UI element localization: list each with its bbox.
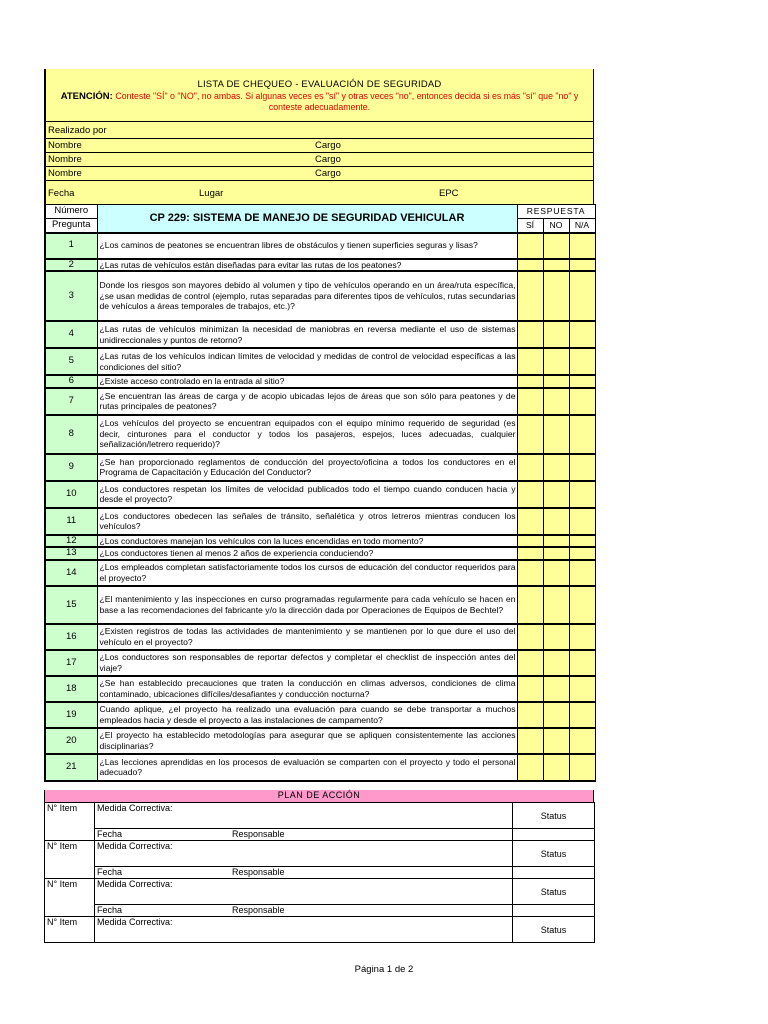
realizado-por-row [44, 121, 594, 138]
question-row [45, 388, 595, 415]
question-text: ¿Los conductores tienen al menos 2 años de experiencia conduciendo? [97, 547, 517, 560]
question-number: 5 [45, 348, 97, 375]
question-number: 12 [45, 535, 97, 548]
numero-header: Número [45, 205, 97, 219]
date-responsible-field[interactable] [95, 829, 513, 841]
epc-label: EPC [439, 188, 459, 199]
item-number-label: N° Item [45, 879, 95, 917]
answer-si-cell[interactable] [517, 560, 543, 586]
respuesta-header: RESPUESTA [517, 205, 595, 219]
action-item-meta-row [45, 905, 595, 917]
answer-no-cell[interactable] [543, 676, 569, 702]
question-text: ¿Las lecciones aprendidas en los procesos de evaluación se comparten con el proyecto y todo el personal adecuado? [97, 754, 517, 781]
question-text: ¿Los empleados completan satisfactoriamente todos los cursos de educación del conductor requeridos para el proyecto? [97, 560, 517, 586]
question-row [45, 547, 595, 560]
status-field[interactable]: Status [513, 917, 595, 943]
status-field[interactable]: Status [513, 841, 595, 867]
answer-si-cell[interactable] [517, 233, 543, 259]
question-row [45, 415, 595, 454]
action-plan-title: PLAN DE ACCIÓN [44, 790, 594, 802]
checklist-title: LISTA DE CHEQUEO - EVALUACIÓN DE SEGURIDAD [197, 79, 442, 90]
attention-label: ATENCIÓN: [60, 91, 113, 102]
answer-no-cell[interactable] [543, 271, 569, 321]
question-text: ¿Los vehículos del proyecto se encuentran equipados con el equipo mínimo requerido de seguridad (es decir, cinturones para el conductor y todos los pasajeros, espejos, luces adecuadas, cualquier señalización/letrero requerido)? [97, 415, 517, 454]
answer-si-cell[interactable] [517, 454, 543, 481]
action-item-meta-row [45, 867, 595, 879]
answer-na-cell[interactable] [569, 454, 595, 481]
question-number: 11 [45, 508, 97, 535]
date-responsible-field[interactable] [95, 867, 513, 879]
responsable-label: Responsable [232, 905, 285, 915]
si-header: SÍ [517, 219, 543, 233]
action-item-row [45, 917, 595, 943]
answer-no-cell[interactable] [543, 348, 569, 375]
nombre-label: Nombre [48, 168, 82, 179]
corrective-measure-field[interactable]: Medida Correctiva: [95, 879, 513, 905]
question-number: 17 [45, 650, 97, 676]
answer-na-cell[interactable] [569, 259, 595, 272]
question-number: 3 [45, 271, 97, 321]
question-number: 2 [45, 259, 97, 272]
answer-no-cell[interactable] [543, 454, 569, 481]
fecha-row [44, 180, 594, 204]
action-item-row [45, 803, 595, 829]
status-value-cell[interactable] [513, 867, 595, 879]
questions-table [44, 204, 596, 782]
answer-si-cell[interactable] [517, 702, 543, 728]
answer-si-cell[interactable] [517, 388, 543, 415]
answer-na-cell[interactable] [569, 415, 595, 454]
question-number: 7 [45, 388, 97, 415]
question-number: 8 [45, 415, 97, 454]
question-number: 18 [45, 676, 97, 702]
lugar-label: Lugar [199, 188, 224, 199]
answer-na-cell[interactable] [569, 547, 595, 560]
corrective-measure-field[interactable]: Medida Correctiva: [95, 917, 513, 943]
responsable-label: Responsable [232, 829, 285, 839]
question-number: 13 [45, 547, 97, 560]
question-number: 4 [45, 321, 97, 348]
answer-si-cell[interactable] [517, 348, 543, 375]
answer-si-cell[interactable] [517, 547, 543, 560]
answer-no-cell[interactable] [543, 375, 569, 388]
question-row [45, 586, 595, 624]
answer-si-cell[interactable] [517, 624, 543, 650]
answer-no-cell[interactable] [543, 233, 569, 259]
question-number: 16 [45, 624, 97, 650]
question-number: 1 [45, 233, 97, 259]
question-text: ¿El proyecto ha establecido metodologías para asegurar que se apliquen consistentemente las acciones disciplinarias? [97, 728, 517, 754]
question-number: 10 [45, 481, 97, 508]
question-number: 14 [45, 560, 97, 586]
answer-na-cell[interactable] [569, 388, 595, 415]
answer-no-cell[interactable] [543, 728, 569, 754]
question-row [45, 348, 595, 375]
answer-si-cell[interactable] [517, 586, 543, 624]
question-row [45, 728, 595, 754]
question-row [45, 481, 595, 508]
answer-na-cell[interactable] [569, 321, 595, 348]
question-row [45, 624, 595, 650]
question-row [45, 650, 595, 676]
question-number: 15 [45, 586, 97, 624]
question-text: ¿Los conductores respetan los límites de velocidad publicados todo el tiempo cuando conducen hacia y desde el proyecto? [97, 481, 517, 508]
question-row [45, 676, 595, 702]
cargo-label: Cargo [315, 154, 341, 165]
question-number: 19 [45, 702, 97, 728]
action-item-row [45, 841, 595, 867]
answer-na-cell[interactable] [569, 624, 595, 650]
realizado-por-label: Realizado por [48, 125, 107, 136]
answer-no-cell[interactable] [543, 321, 569, 348]
question-text: Donde los riesgos son mayores debido al volumen y tipo de vehículos operando en un área/ruta específica, ¿se usan medidas de control (ejemplo, rutas separadas para diferentes tipos de vehículos, rutas secundarias de vehículos a áreas temporales de trabajos, etc.)? [97, 271, 517, 321]
nombre-label: Nombre [48, 154, 82, 165]
question-text: ¿Existen registros de todas las actividades de mantenimiento y se mantienen por lo que dure el uso del vehículo en el proyecto? [97, 624, 517, 650]
item-number-label: N° Item [45, 917, 95, 943]
answer-si-cell[interactable] [517, 321, 543, 348]
question-text: ¿Se han proporcionado reglamentos de conducción del proyecto/oficina a todos los conductores en el Programa de Capacitación y Educación del Conductor? [97, 454, 517, 481]
corrective-measure-field[interactable]: Medida Correctiva: [95, 841, 513, 867]
answer-no-cell[interactable] [543, 624, 569, 650]
question-row [45, 454, 595, 481]
question-row [45, 702, 595, 728]
answer-na-cell[interactable] [569, 375, 595, 388]
question-text: ¿Los conductores son responsables de reportar defectos y completar el checklist de inspección antes del viaje? [97, 650, 517, 676]
question-number: 6 [45, 375, 97, 388]
no-header: NO [543, 219, 569, 233]
answer-si-cell[interactable] [517, 728, 543, 754]
answer-si-cell[interactable] [517, 508, 543, 535]
answer-no-cell[interactable] [543, 415, 569, 454]
question-text: ¿Las rutas de los vehículos indican límites de velocidad y medidas de control de velocidad específicas a las condiciones del sitio? [97, 348, 517, 375]
question-text: ¿El mantenimiento y las inspecciones en curso programadas regularmente para cada vehículo se hacen en base a las recomendaciones del fabricante y/o la dirección dada por Operaciones de Equipos de Bechtel? [97, 586, 517, 624]
answer-si-cell[interactable] [517, 754, 543, 781]
action-item-row [45, 879, 595, 905]
corrective-measure-field[interactable]: Medida Correctiva: [95, 803, 513, 829]
status-value-cell[interactable] [513, 829, 595, 841]
answer-no-cell[interactable] [543, 481, 569, 508]
answer-si-cell[interactable] [517, 481, 543, 508]
fecha-label: Fecha [97, 905, 123, 915]
answer-no-cell[interactable] [543, 259, 569, 272]
cargo-label: Cargo [315, 168, 341, 179]
question-row [45, 321, 595, 348]
section-title: CP 229: SISTEMA DE MANEJO DE SEGURIDAD VEHICULAR [97, 205, 517, 233]
answer-na-cell[interactable] [569, 702, 595, 728]
fecha-label: Fecha [48, 188, 75, 199]
answer-na-cell[interactable] [569, 560, 595, 586]
page-number: Página 1 de 2 [354, 964, 414, 975]
action-plan [44, 790, 594, 943]
answer-no-cell[interactable] [543, 547, 569, 560]
action-item-meta-row [45, 829, 595, 841]
answer-na-cell[interactable] [569, 728, 595, 754]
answer-si-cell[interactable] [517, 415, 543, 454]
question-text: ¿Se encuentran las áreas de carga y de acopio ubicadas lejos de áreas que son sólo para peatones y de rutas principales de peatones? [97, 388, 517, 415]
pregunta-header: Pregunta [45, 219, 97, 233]
fecha-label: Fecha [97, 867, 123, 877]
answer-si-cell[interactable] [517, 535, 543, 548]
answer-na-cell[interactable] [569, 535, 595, 548]
answer-na-cell[interactable] [569, 676, 595, 702]
fecha-label: Fecha [97, 829, 123, 839]
answer-na-cell[interactable] [569, 348, 595, 375]
answer-na-cell[interactable] [569, 508, 595, 535]
item-number-label: N° Item [45, 803, 95, 841]
nombre-row-2 [44, 152, 594, 166]
answer-no-cell[interactable] [543, 388, 569, 415]
question-text: ¿Existe acceso controlado en la entrada al sitio? [97, 375, 517, 388]
nombre-label: Nombre [48, 140, 82, 151]
answer-si-cell[interactable] [517, 259, 543, 272]
answer-no-cell[interactable] [543, 754, 569, 781]
answer-si-cell[interactable] [517, 271, 543, 321]
date-responsible-field[interactable] [95, 905, 513, 917]
answer-na-cell[interactable] [569, 481, 595, 508]
question-row [45, 535, 595, 548]
question-row [45, 259, 595, 272]
attention-text: Conteste "SÍ" o "NO", no ambas. Si algunas veces es "sí" y otras veces "no", entonces decida si es más "sí" que "no" y conteste adecuadamente. [115, 91, 579, 112]
question-text: Cuando aplique, ¿el proyecto ha realizado una evaluación para cuando se debe transportar a muchos empleados hacia y desde el proyecto a las instalaciones de campamento? [97, 702, 517, 728]
question-row [45, 375, 595, 388]
question-row [45, 508, 595, 535]
item-number-label: N° Item [45, 841, 95, 879]
answer-na-cell[interactable] [569, 271, 595, 321]
nombre-row-1 [44, 138, 594, 152]
question-row [45, 754, 595, 781]
answer-na-cell[interactable] [569, 650, 595, 676]
answer-no-cell[interactable] [543, 702, 569, 728]
question-number: 20 [45, 728, 97, 754]
question-row [45, 560, 595, 586]
responsable-label: Responsable [232, 867, 285, 877]
answer-no-cell[interactable] [543, 560, 569, 586]
answer-no-cell[interactable] [543, 650, 569, 676]
question-text: ¿Las rutas de vehículos minimizan la necesidad de maniobras en reversa mediante el uso de sistemas unidireccionales y puntos de retorno? [97, 321, 517, 348]
checklist-header [44, 69, 594, 121]
question-number: 21 [45, 754, 97, 781]
answer-no-cell[interactable] [543, 508, 569, 535]
question-text: ¿Los conductores obedecen las señales de tránsito, señalética y otros letreros mientras conducen los vehículos? [97, 508, 517, 535]
status-field[interactable]: Status [513, 803, 595, 829]
question-row [45, 233, 595, 259]
question-text: ¿Se han establecido precauciones que traten la conducción en climas adversos, condiciones de clima contaminado, ubicaciones difíciles/desafiantes y conducción nocturna? [97, 676, 517, 702]
question-number: 9 [45, 454, 97, 481]
na-header: N/A [569, 219, 595, 233]
cargo-label: Cargo [315, 140, 341, 151]
answer-si-cell[interactable] [517, 676, 543, 702]
status-field[interactable]: Status [513, 879, 595, 905]
answer-no-cell[interactable] [543, 586, 569, 624]
nombre-row-3 [44, 166, 594, 180]
answer-si-cell[interactable] [517, 375, 543, 388]
action-plan-table [44, 802, 595, 943]
answer-na-cell[interactable] [569, 586, 595, 624]
attention-note [46, 91, 593, 113]
status-value-cell[interactable] [513, 905, 595, 917]
question-text: ¿Los conductores manejan los vehículos con la luces encendidas en todo momento? [97, 535, 517, 548]
question-text: ¿Los caminos de peatones se encuentran libres de obstáculos y tienen superficies seguras y lisas? [97, 233, 517, 259]
answer-na-cell[interactable] [569, 233, 595, 259]
question-text: ¿Las rutas de vehículos están diseñadas para evitar las rutas de los peatones? [97, 259, 517, 272]
answer-si-cell[interactable] [517, 650, 543, 676]
answer-na-cell[interactable] [569, 754, 595, 781]
question-row [45, 271, 595, 321]
answer-no-cell[interactable] [543, 535, 569, 548]
